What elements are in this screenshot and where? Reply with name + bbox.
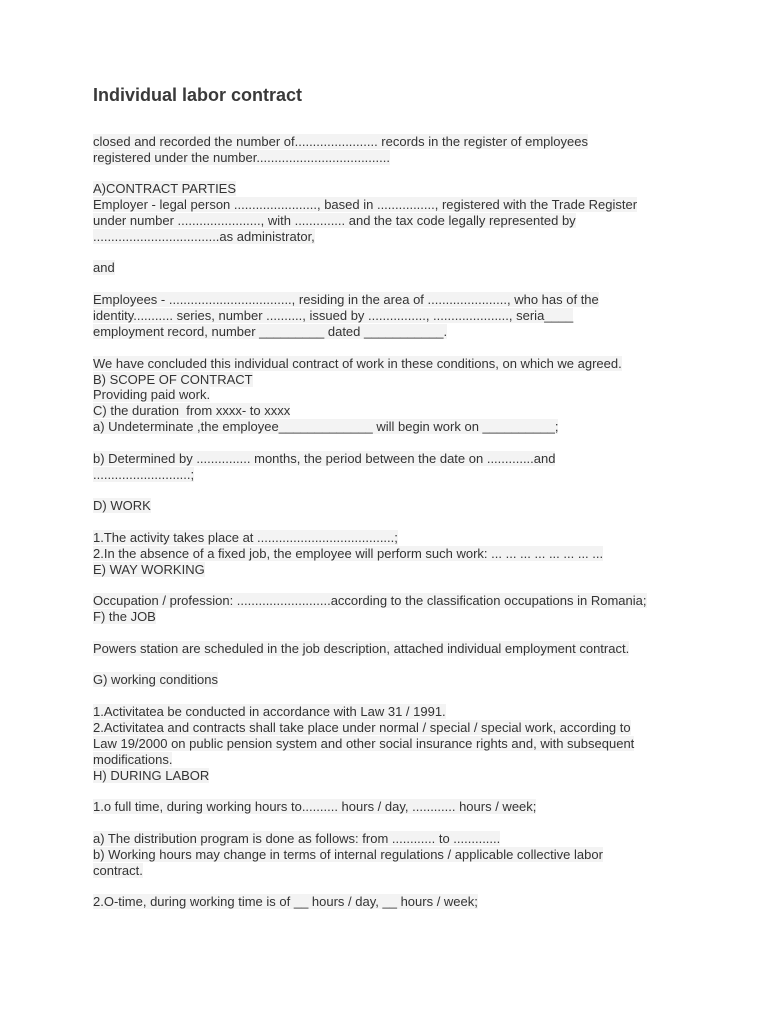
section-d-heading: D) WORK [93, 498, 151, 513]
document-title: Individual labor contract [93, 85, 303, 105]
employer-line-2: under number ......................., with .............. and the tax code legally represented by [93, 213, 576, 228]
working-hours-line-2: contract. [93, 863, 143, 878]
section-f-heading: F) the JOB [93, 609, 156, 624]
full-time-line: 1.o full time, during working hours to.......... hours / day, ............ hours / week; [93, 799, 537, 814]
section-b-heading: B) SCOPE OF CONTRACT [93, 372, 253, 387]
determined-line-2: ...........................; [93, 467, 195, 482]
and-line: and [93, 260, 115, 275]
section-h-heading: H) DURING LABOR [93, 768, 210, 783]
part-time-line: 2.O-time, during working time is of __ hours / day, __ hours / week; [93, 894, 478, 909]
records-line-2: registered under the number..................................... [93, 150, 390, 165]
section-c-heading: C) the duration from xxxx- to xxxx [93, 403, 291, 418]
section-e-heading: E) WAY WORKING [93, 562, 205, 577]
employer-line-3: ...................................as administrator, [93, 229, 315, 244]
distribution-line: a) The distribution program is done as follows: from ............ to ............. [93, 831, 501, 846]
occupation-line: Occupation / profession: ..........................according to the classification occupations in Romania; [93, 593, 647, 608]
powers-line: Powers station are scheduled in the job description, attached individual employment contract. [93, 641, 630, 656]
scope-text: Providing paid work. [93, 387, 211, 402]
agreement-line: We have concluded this individual contract of work in these conditions, on which we agreed. [93, 356, 622, 371]
undeterminate-line: a) Undeterminate ,the employee_____________ will begin work on __________; [93, 419, 559, 434]
fixed-job-line: 2.In the absence of a fixed job, the employee will perform such work: ... ... ... ... ... ... ... ... [93, 546, 604, 561]
activity-line: 1.The activity takes place at ......................................; [93, 530, 398, 545]
conditions-line-1: 1.Activitatea be conducted in accordance with Law 31 / 1991. [93, 704, 446, 719]
conditions-line-2: 2.Activitatea and contracts shall take place under normal / special / special work, according to [93, 720, 631, 735]
employees-line-3: employment record, number _________ dated ___________. [93, 324, 448, 339]
determined-line-1: b) Determined by ............... months, the period between the date on .............and [93, 451, 556, 466]
employees-line-2: identity........... series, number .........., issued by ................, ....................., seria____ [93, 308, 574, 323]
working-hours-line-1: b) Working hours may change in terms of internal regulations / applicable collective labor [93, 847, 603, 862]
section-a-heading: A)CONTRACT PARTIES [93, 181, 237, 196]
conditions-line-3: Law 19/2000 on public pension system and other social insurance rights and, with subsequent [93, 736, 635, 751]
records-line-1: closed and recorded the number of....................... records in the register of employees [93, 134, 588, 149]
conditions-line-4: modifications. [93, 752, 173, 767]
employees-line-1: Employees - .................................., residing in the area of ......................, who has of the [93, 292, 599, 307]
employer-line-1: Employer - legal person ......................., based in ................, registered with the Trade Register [93, 197, 638, 212]
section-g-heading: G) working conditions [93, 672, 218, 687]
